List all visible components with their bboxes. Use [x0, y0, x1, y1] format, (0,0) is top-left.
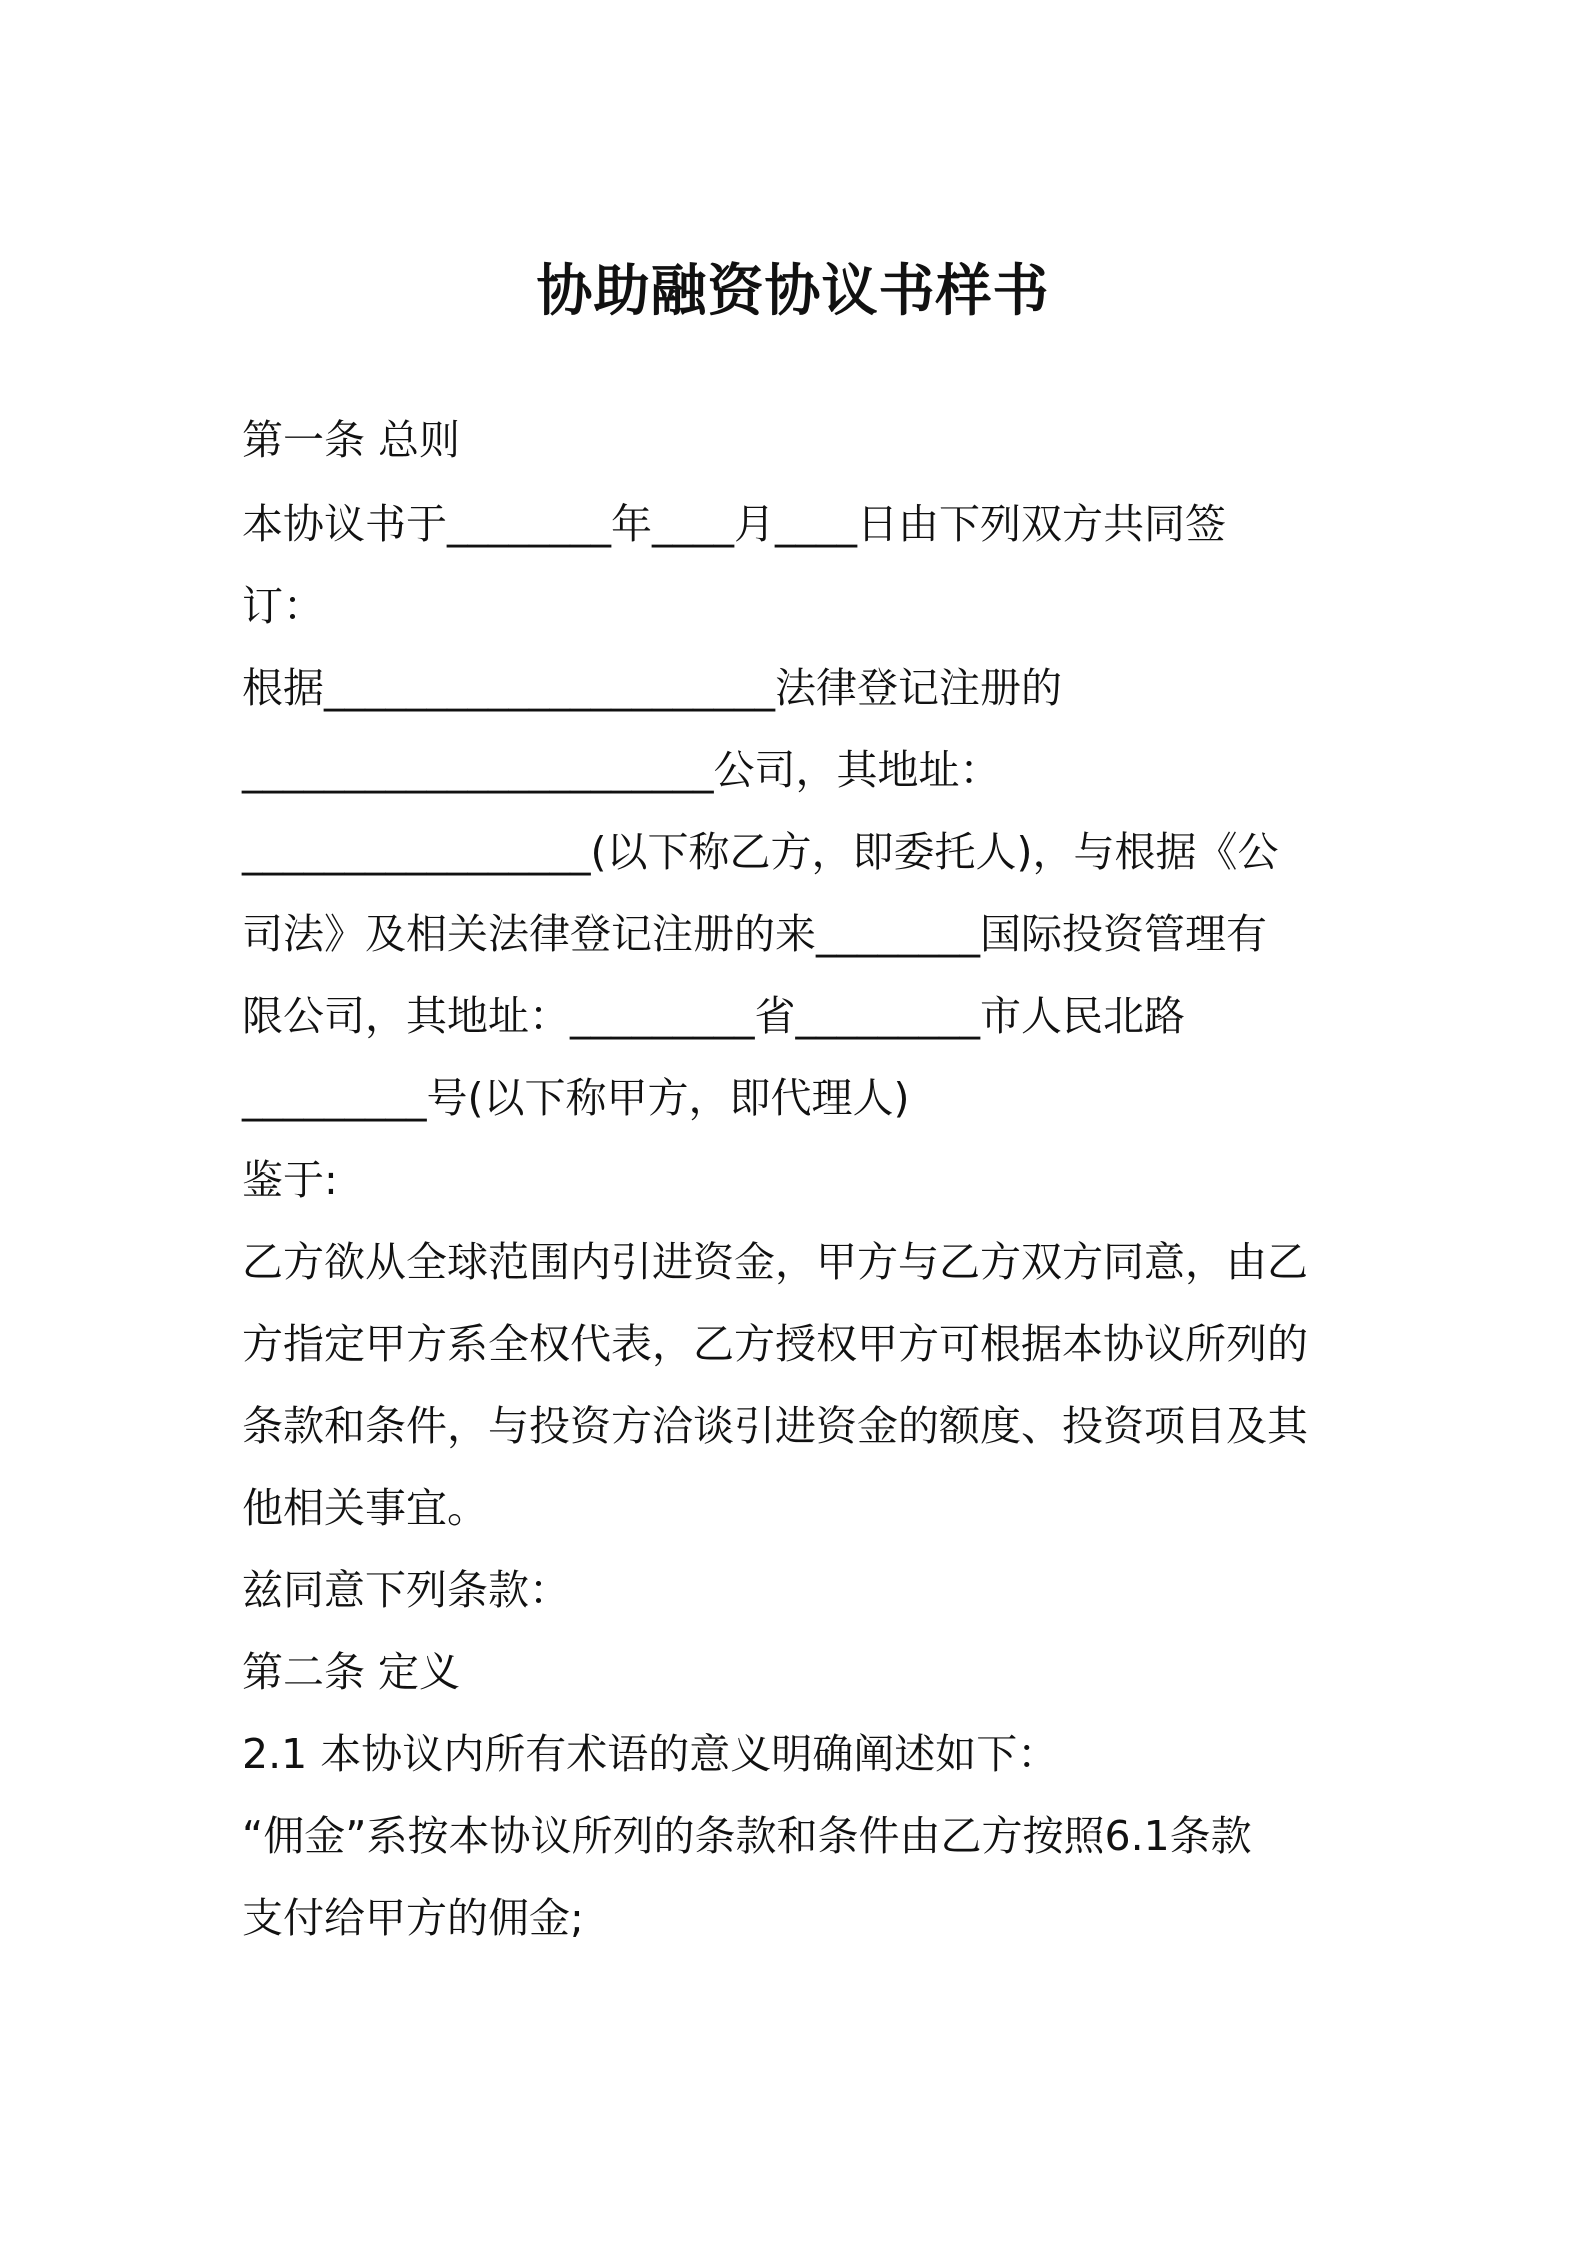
text-line: 他相关事宜。	[242, 1484, 488, 1532]
text-line: 乙方欲从全球范围内引进资金，甲方与乙方双方同意，由乙	[242, 1238, 1308, 1286]
clause-2-1: 2.1 本协议内所有术语的意义明确阐述如下：	[242, 1730, 1059, 1778]
text-line: 兹同意下列条款：	[242, 1566, 570, 1614]
text-line: 订：	[242, 582, 324, 630]
whereas-heading: 鉴于:	[242, 1156, 338, 1204]
text-line: 根据______________________法律登记注册的	[242, 664, 1062, 712]
text-line: “佣金”系按本协议所列的条款和条件由乙方按照6.1条款	[242, 1812, 1252, 1860]
text-line: 支付给甲方的佣金;	[242, 1894, 584, 1942]
text-line: 条款和条件，与投资方洽谈引进资金的额度、投资项目及其	[242, 1402, 1308, 1450]
article-1-heading: 第一条 总则	[242, 416, 461, 464]
article-2-heading: 第二条 定义	[242, 1648, 461, 1696]
text-line: 限公司，其地址：_________省_________市人民北路	[242, 992, 1185, 1040]
document-title: 协助融资协议书样书	[536, 259, 1050, 324]
text-line: 司法》及相关法律登记注册的来________国际投资管理有	[242, 910, 1267, 958]
text-line: 方指定甲方系全权代表，乙方授权甲方可根据本协议所列的	[242, 1320, 1308, 1368]
text-line: _________________(以下称乙方，即委托人)，与根据《公	[242, 828, 1279, 876]
text-line: _________号(以下称甲方，即代理人)	[242, 1074, 910, 1122]
text-line: _______________________公司，其地址：	[242, 746, 1001, 794]
text-line: 本协议书于________年____月____日由下列双方共同签	[242, 500, 1226, 548]
